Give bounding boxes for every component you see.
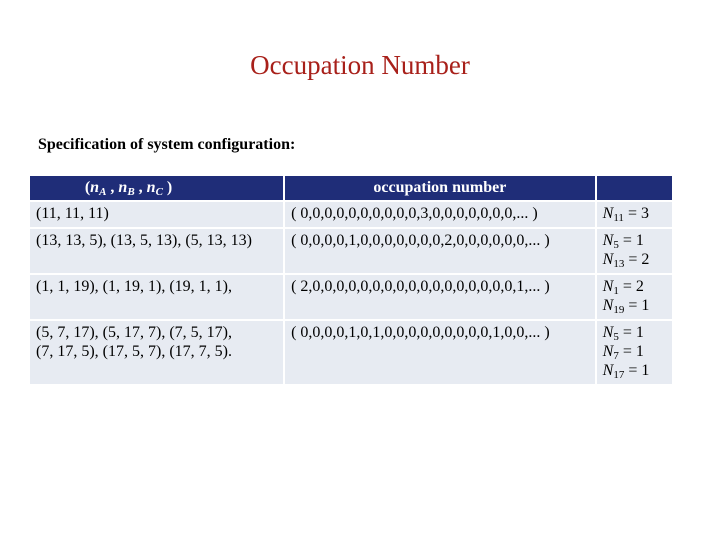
page-title: Occupation Number (250, 50, 470, 80)
occupation-cell: ( 2,0,0,0,0,0,0,0,0,0,0,0,0,0,0,0,0,0,1,... ) (285, 275, 595, 319)
occupation-cell: ( 0,0,0,0,1,0,0,0,0,0,0,0,2,0,0,0,0,0,0,... ) (285, 229, 595, 273)
occupation-count: $N_{17} = 1$ (602, 362, 650, 381)
occupation-count: $N_5 = 1$ (602, 232, 644, 251)
header-var-a: $n_A$ (90, 179, 107, 198)
header-configuration: ($n_A$ , $n_B$ , $n_C$ ) (30, 176, 283, 200)
config-line: (13, 13, 5), (13, 5, 13), (5, 13, 13) (36, 232, 252, 249)
table-row (30, 202, 672, 227)
table-row (30, 275, 672, 319)
config-line: (5, 7, 17), (5, 17, 7), (7, 5, 17), (36, 324, 232, 341)
config-cell (30, 202, 283, 227)
table-header-row (30, 176, 672, 200)
occupation-count: $N_{13} = 2$ (602, 251, 650, 270)
config-line: (1, 1, 19), (1, 19, 1), (19, 1, 1), (36, 278, 232, 295)
occupation-count: $N_1 = 2$ (602, 278, 644, 297)
header-open-paren: ( (84, 179, 91, 196)
occupation-count: $N_5 = 1$ (602, 324, 644, 343)
header-var-c: $n_C$ (146, 179, 163, 198)
header-occupation-number: occupation number (285, 176, 595, 200)
header-empty (597, 176, 672, 200)
number-cell (597, 229, 672, 273)
config-cell (30, 275, 283, 319)
table-row (30, 229, 672, 273)
config-line: (11, 11, 11) (36, 205, 109, 222)
number-cell (597, 321, 672, 384)
number-cell (597, 275, 672, 319)
config-line: (7, 17, 5), (17, 5, 7), (17, 7, 5). (36, 343, 232, 360)
header-var-b: $n_B$ (118, 179, 135, 198)
section-subtitle: Specification of system configuration: (38, 136, 296, 153)
config-cell (30, 229, 283, 273)
config-cell (30, 321, 283, 384)
occupation-count: $N_{11} = 3$ (602, 205, 649, 224)
occupation-count: $N_7 = 1$ (602, 343, 644, 362)
occupation-cell: ( 0,0,0,0,0,0,0,0,0,0,3,0,0,0,0,0,0,0,... ) (285, 202, 595, 227)
number-cell (597, 202, 672, 227)
occupation-count: $N_{19} = 1$ (602, 297, 650, 316)
table-row (30, 321, 672, 384)
occupation-cell: ( 0,0,0,0,1,0,1,0,0,0,0,0,0,0,0,0,1,0,0,... ) (285, 321, 595, 384)
occupation-table (28, 174, 674, 386)
header-close-paren: ) (166, 179, 173, 196)
